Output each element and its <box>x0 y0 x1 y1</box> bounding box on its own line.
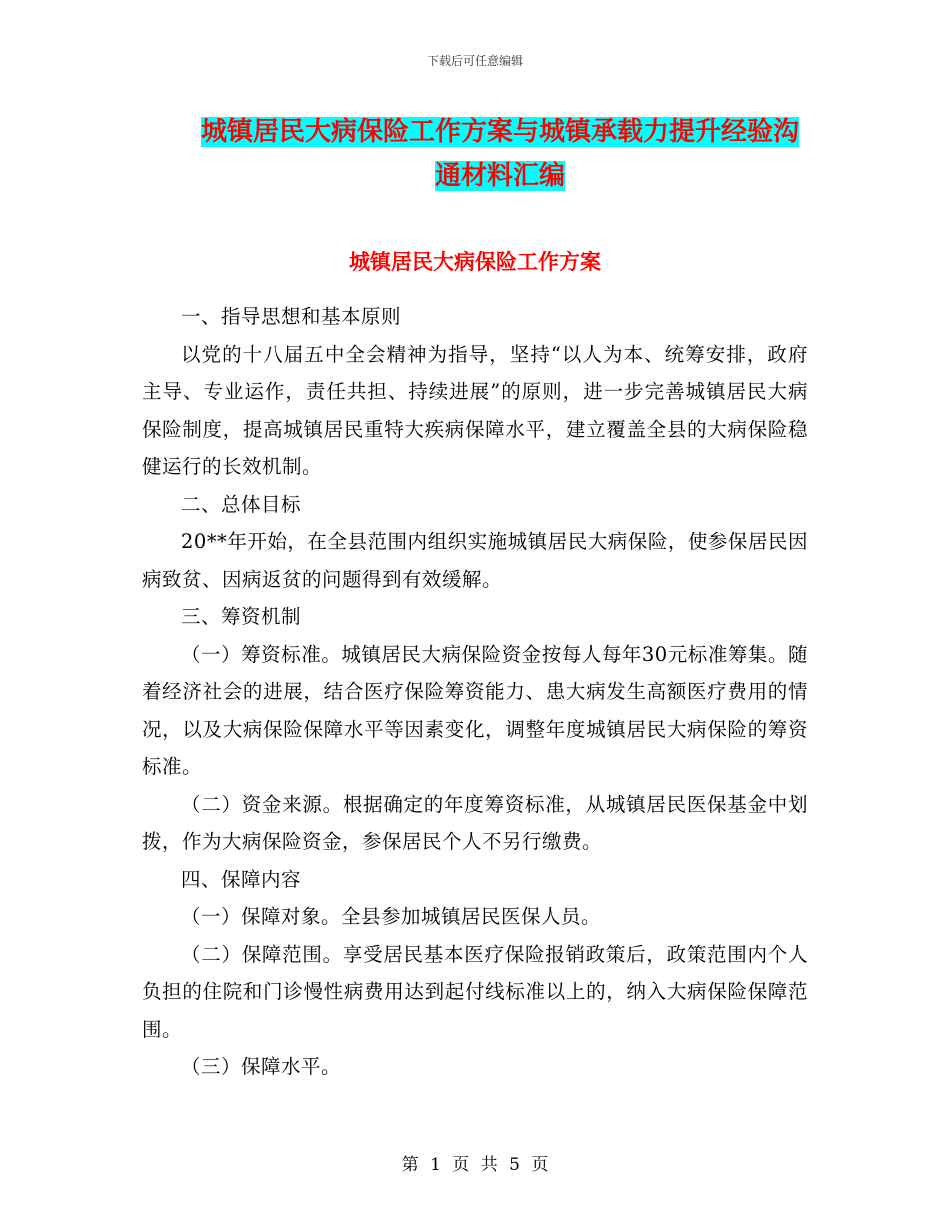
paragraph-guiding-principles: 以党的十八届五中全会精神为指导，坚持“以人为本、统筹安排，政府主导、专业运作，责任共担、持续进展”的原则，进一步完善城镇居民大病保险制度，提高城镇居民重特大疾病保障水平，建立覆盖全县的大病保险稳健运行的长效机制。 <box>142 342 808 478</box>
document-title-line-1: 城镇居民大病保险工作方案与城镇承载力提升经验沟 <box>200 117 799 147</box>
heading-coverage-content: 四、保障内容 <box>181 867 302 891</box>
document-body <box>142 298 808 1086</box>
paragraph-overall-goal: 20**年开始，在全县范围内组织实施城镇居民大病保险，使参保居民因病致贫、因病返贫的问题得到有效缓解。 <box>142 530 808 591</box>
paragraph-funding-standard: （一）筹资标准。城镇居民大病保险资金按每人每年30元标准筹集。随着经济社会的进展，结合医疗保险筹资能力、患大病发生高额医疗费用的情况，以及大病保险保障水平等因素变化，调整年度城镇居民大病保险的筹资标准。 <box>142 642 808 778</box>
paragraph-coverage-target: （一）保障对象。全县参加城镇居民医保人员。 <box>181 905 602 928</box>
heading-overall-goal: 二、总体目标 <box>181 492 302 516</box>
heading-guiding-principles: 一、指导思想和基本原则 <box>181 305 402 328</box>
heading-funding-mechanism: 三、筹资机制 <box>181 605 302 628</box>
paragraph-coverage-scope: （二）保障范围。享受居民基本医疗保险报销政策后，政策范围内个人负担的住院和门诊慢性病费用达到起付线标准以上的，纳入大病保险保障范围。 <box>142 942 808 1041</box>
page-header: 下载后可任意编辑 <box>426 54 523 68</box>
paragraph-funding-source: （二）资金来源。根据确定的年度筹资标准，从城镇居民医保基金中划拨，作为大病保险资金，参保居民个人不另行缴费。 <box>142 792 808 853</box>
section-title: 城镇居民大病保险工作方案 <box>349 250 601 274</box>
document-title-line-2: 通材料汇编 <box>434 161 565 191</box>
paragraph-coverage-level: （三）保障水平。 <box>181 1055 342 1078</box>
document-title <box>140 110 860 198</box>
page-footer: 第 1 页 共 5 页 <box>401 1155 549 1175</box>
